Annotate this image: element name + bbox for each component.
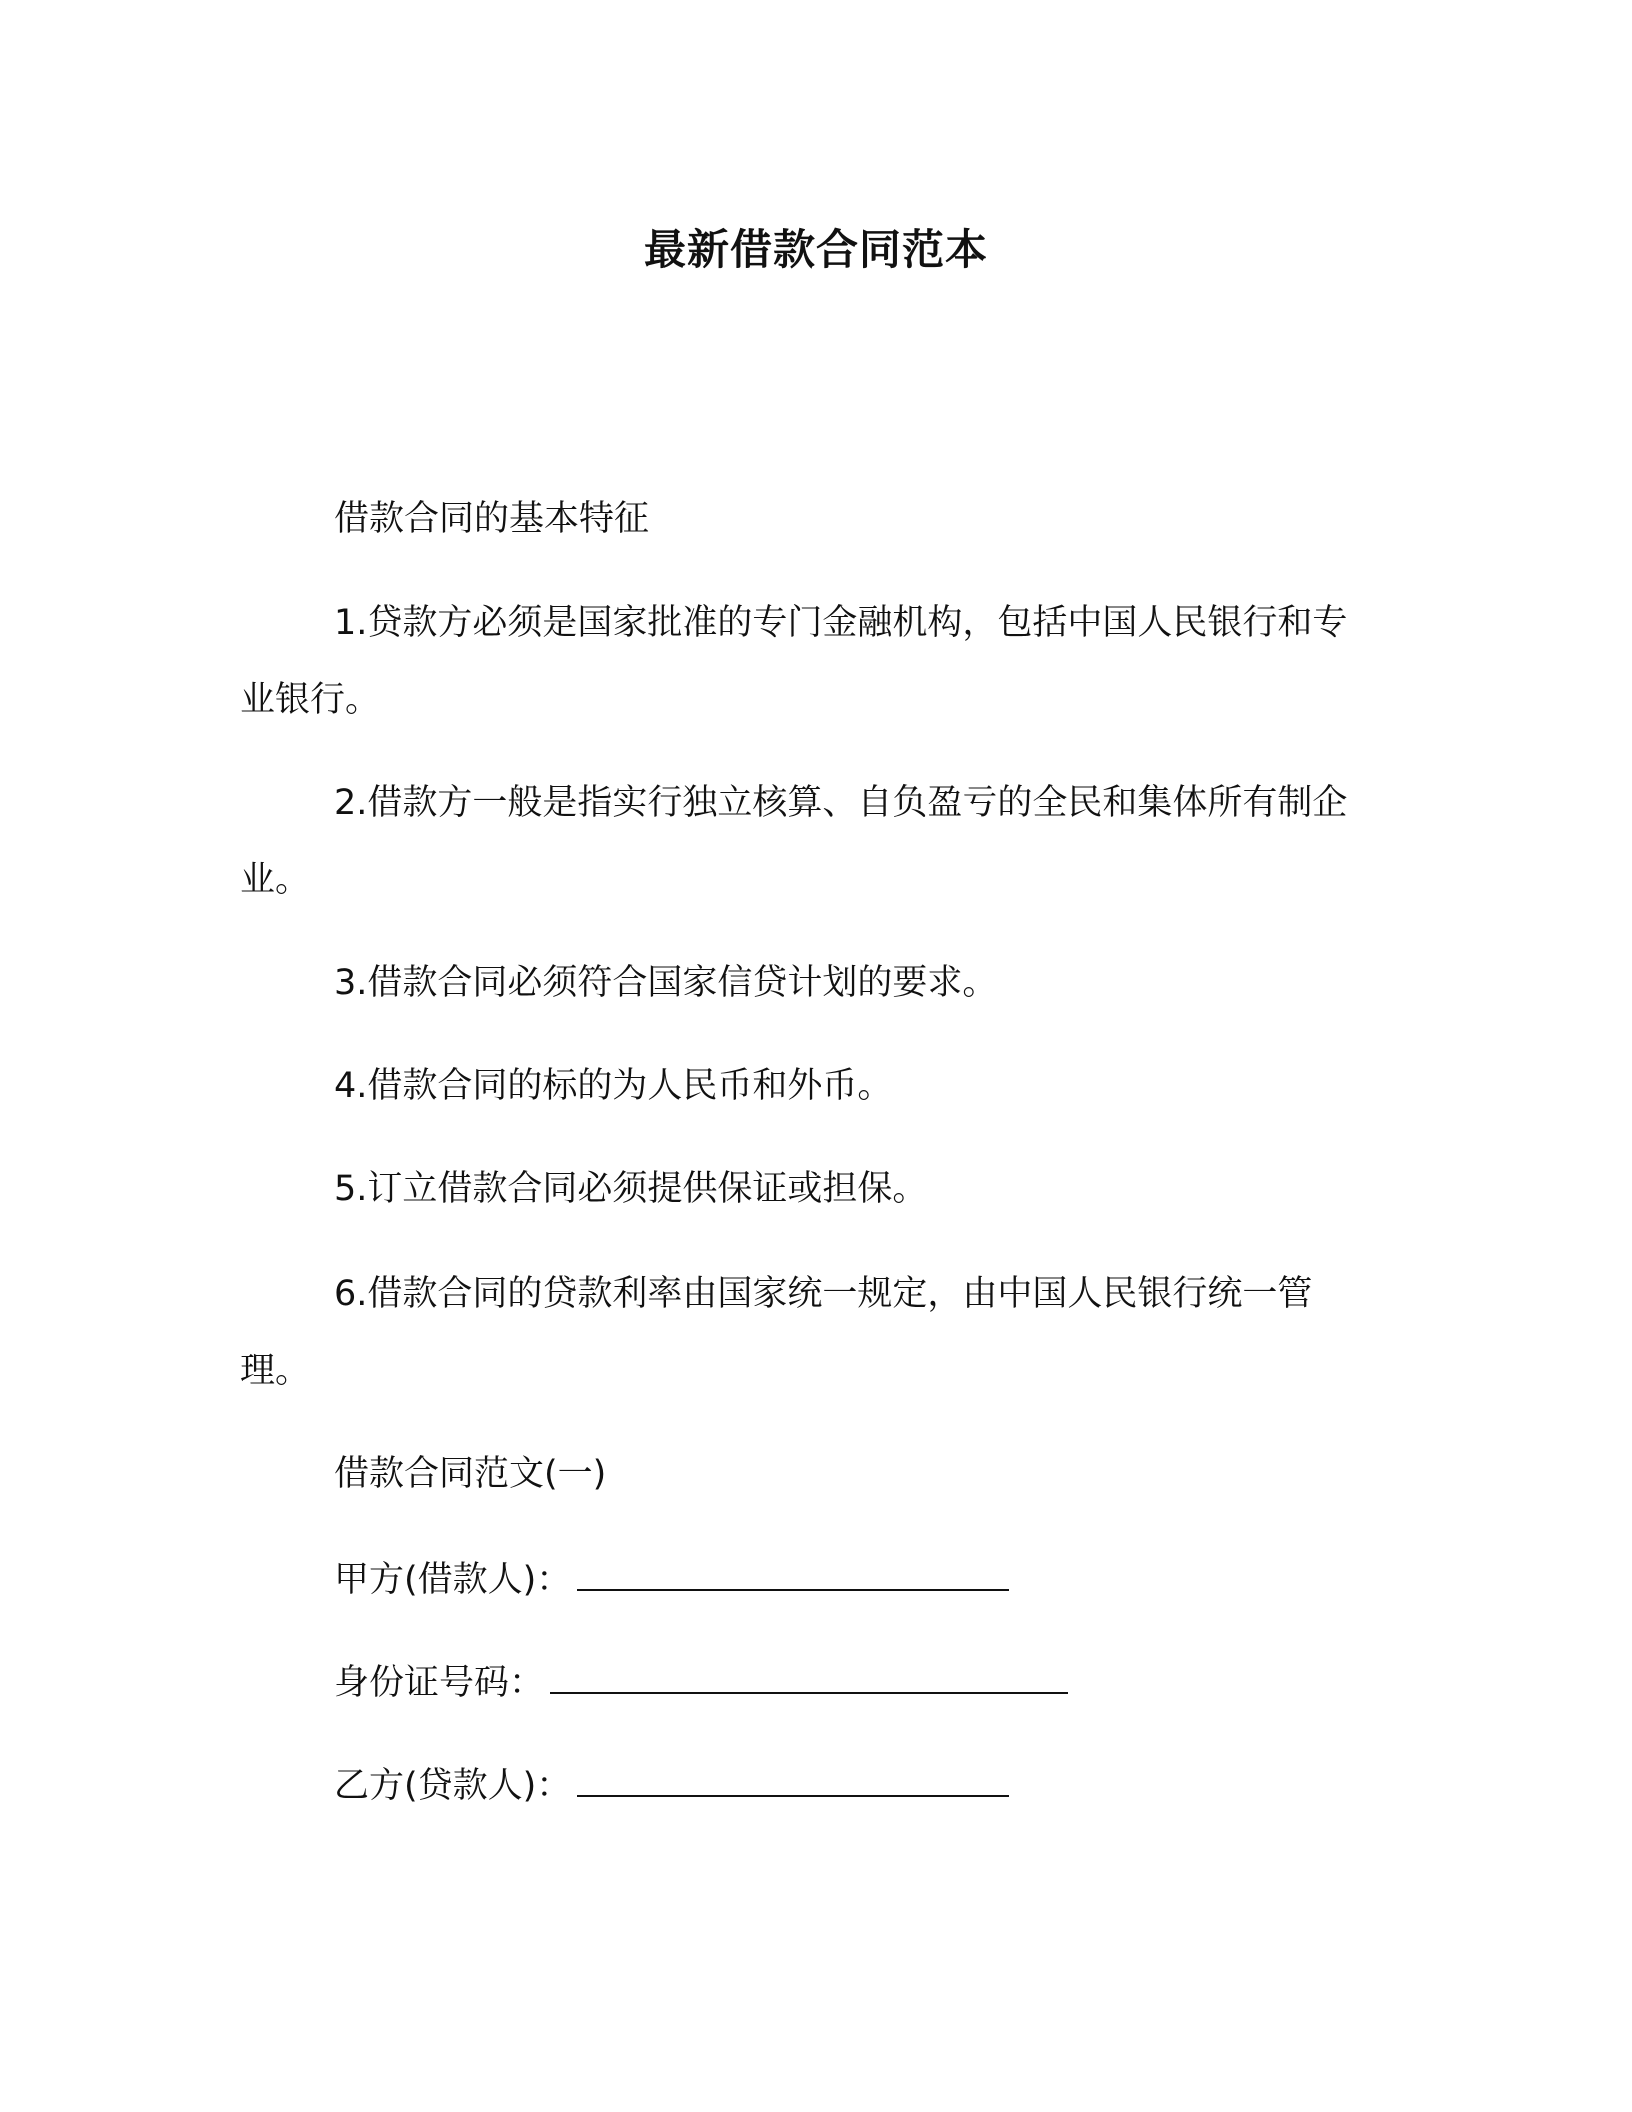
feature-item-1 <box>240 585 1362 739</box>
feature-item-6 <box>240 1256 1362 1410</box>
party-a-field <box>334 1553 1009 1605</box>
feature-item-4: 4.借款合同的标的为人民币和外币。 <box>334 1066 893 1106</box>
id-number-field <box>334 1656 1068 1708</box>
feature-text: 6.借款合同的贷款利率由国家统一规定，由中国人民银行统一管理。 <box>240 1274 1313 1391</box>
id-number-blank-line[interactable] <box>550 1656 1068 1694</box>
party-b-field <box>334 1759 1009 1811</box>
party-b-blank-line[interactable] <box>577 1759 1009 1797</box>
id-number-label: 身份证号码： <box>334 1663 545 1703</box>
party-b-label: 乙方(贷款人)： <box>334 1766 572 1806</box>
feature-item-3: 3.借款合同必须符合国家信贷计划的要求。 <box>334 963 998 1003</box>
feature-text: 1.贷款方必须是国家批准的专门金融机构，包括中国人民银行和专业银行。 <box>240 603 1348 720</box>
sample-heading: 借款合同范文(一) <box>334 1454 607 1494</box>
feature-item-2 <box>240 765 1362 919</box>
feature-text: 2.借款方一般是指实行独立核算、自负盈亏的全民和集体所有制企业。 <box>240 783 1348 900</box>
feature-item-5: 5.订立借款合同必须提供保证或担保。 <box>334 1169 928 1209</box>
party-a-label: 甲方(借款人)： <box>334 1560 572 1600</box>
party-a-blank-line[interactable] <box>577 1553 1009 1591</box>
document-title: 最新借款合同范本 <box>643 225 988 274</box>
section-heading: 借款合同的基本特征 <box>334 499 650 539</box>
